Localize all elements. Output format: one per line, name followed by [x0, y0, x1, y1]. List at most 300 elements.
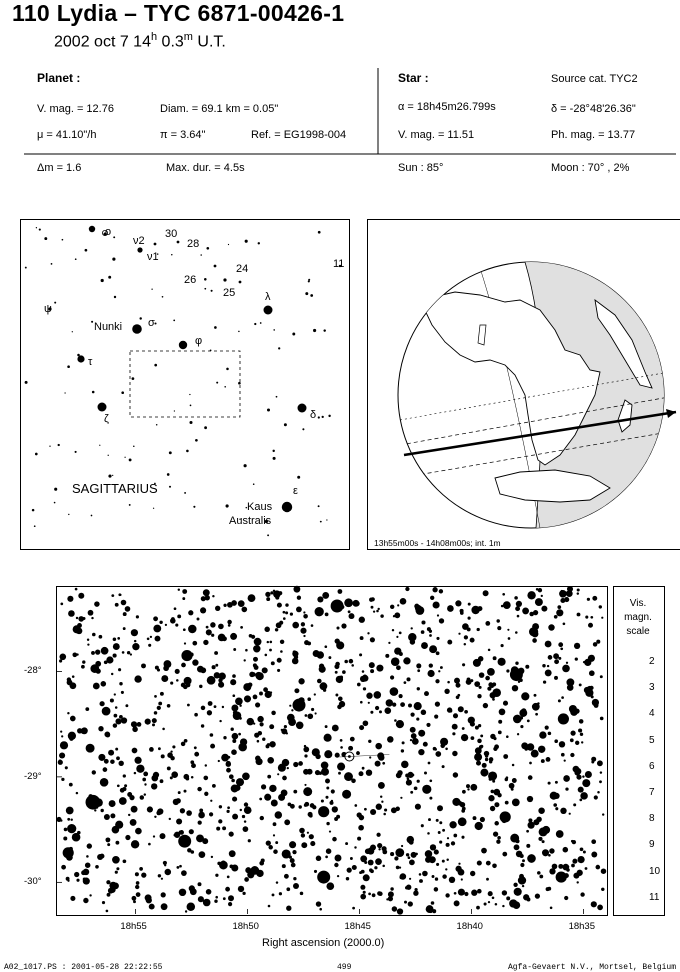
planet-parallax: π = 3.64"	[160, 129, 206, 141]
field-star	[226, 810, 229, 813]
field-star	[303, 747, 309, 753]
field-star	[485, 621, 490, 626]
field-star	[267, 641, 269, 643]
field-star	[564, 896, 568, 900]
field-star	[231, 749, 237, 755]
field-star	[106, 880, 110, 884]
field-star	[566, 590, 573, 597]
field-star	[556, 830, 564, 838]
field-star	[563, 847, 569, 853]
field-star	[61, 865, 66, 870]
field-star	[291, 863, 296, 868]
field-star	[222, 826, 226, 830]
field-star	[285, 611, 288, 614]
field-star	[221, 754, 229, 762]
field-star	[253, 657, 258, 662]
field-star	[512, 778, 517, 783]
field-star	[315, 770, 320, 775]
field-star	[277, 669, 280, 672]
field-star	[449, 821, 456, 828]
field-star	[477, 628, 480, 631]
field-star	[113, 654, 117, 658]
field-star	[390, 605, 394, 609]
field-star	[82, 660, 85, 663]
field-star	[468, 617, 471, 620]
y-tick-label: -28°	[24, 665, 42, 677]
field-star	[259, 798, 262, 801]
field-star	[506, 896, 510, 900]
field-star	[516, 601, 522, 607]
field-star	[435, 701, 440, 706]
field-star	[360, 701, 363, 704]
field-star	[370, 869, 374, 873]
field-star	[424, 772, 427, 775]
field-star	[266, 597, 270, 601]
field-star	[527, 591, 535, 599]
field-star	[215, 606, 220, 611]
field-star	[75, 588, 78, 591]
field-star	[354, 804, 357, 807]
field-star	[545, 726, 549, 730]
field-star	[599, 605, 602, 608]
field-star	[299, 828, 305, 834]
field-star	[397, 908, 403, 914]
field-star	[238, 733, 241, 736]
field-star	[376, 610, 379, 613]
field-star	[277, 603, 282, 608]
field-star	[242, 892, 245, 895]
field-star	[542, 840, 545, 843]
field-star	[368, 740, 371, 743]
field-star	[239, 717, 242, 720]
field-star	[480, 745, 483, 748]
field-star	[276, 881, 278, 883]
field-star	[134, 757, 141, 764]
field-star	[116, 867, 119, 870]
field-star	[248, 594, 256, 602]
constellation-label: 25	[223, 287, 236, 299]
field-star	[240, 626, 243, 629]
field-star	[581, 741, 583, 743]
field-star	[506, 669, 509, 672]
field-star	[112, 856, 120, 864]
field-star	[121, 691, 124, 694]
field-star	[183, 628, 186, 631]
field-star	[570, 753, 574, 757]
field-star	[272, 893, 275, 896]
field-star	[479, 672, 485, 678]
field-star	[351, 664, 354, 667]
field-star	[125, 704, 128, 707]
field-star	[226, 761, 231, 766]
field-star	[61, 778, 64, 781]
field-star	[199, 851, 206, 858]
field-star	[534, 694, 537, 697]
field-star	[221, 860, 225, 864]
field-star	[256, 869, 258, 871]
field-star	[373, 610, 375, 612]
field-star	[515, 631, 518, 634]
field-star	[99, 635, 103, 639]
constellation-label: ψ	[44, 303, 52, 315]
field-star	[194, 746, 197, 749]
field-star	[292, 850, 296, 854]
field-star	[538, 807, 545, 814]
field-star	[537, 871, 541, 875]
field-star	[101, 647, 109, 655]
field-star	[141, 663, 146, 668]
field-star	[406, 885, 411, 890]
field-star	[311, 624, 314, 627]
field-star	[219, 720, 221, 722]
field-star	[314, 870, 317, 873]
field-star	[228, 895, 234, 901]
field-star	[331, 789, 335, 793]
x-tick-label: 18h55	[120, 921, 147, 932]
field-star	[344, 660, 348, 664]
field-star	[115, 821, 123, 829]
field-star	[495, 903, 498, 906]
field-star	[498, 720, 502, 724]
field-star	[597, 791, 600, 794]
field-star	[271, 661, 275, 665]
field-star	[135, 885, 139, 889]
field-star	[560, 647, 563, 650]
field-star	[363, 891, 366, 894]
field-star	[430, 596, 434, 600]
field-star	[370, 669, 374, 673]
field-star	[70, 682, 77, 689]
field-star	[245, 608, 247, 610]
field-star	[310, 841, 315, 846]
field-star	[359, 617, 365, 623]
field-star	[200, 667, 206, 673]
field-star	[536, 588, 539, 591]
field-star	[489, 777, 492, 780]
field-star	[67, 824, 76, 833]
field-star	[107, 893, 111, 897]
x-tick-label: 18h40	[456, 921, 483, 932]
field-star	[147, 637, 150, 640]
field-star	[575, 657, 578, 660]
field-star	[366, 693, 372, 699]
field-star	[232, 674, 236, 678]
field-star	[181, 870, 187, 876]
field-star	[453, 713, 458, 718]
field-star	[294, 688, 299, 693]
field-star	[67, 818, 70, 821]
field-star	[490, 806, 495, 811]
legend-magnitude-label: 10	[649, 865, 661, 877]
field-star	[400, 873, 407, 880]
field-star	[421, 620, 425, 624]
field-star	[526, 844, 530, 848]
field-star	[121, 600, 127, 606]
bright-field-star	[317, 871, 330, 884]
field-star	[482, 763, 487, 768]
field-star	[570, 730, 575, 735]
field-star	[414, 702, 422, 710]
field-star	[336, 626, 339, 629]
field-star	[96, 668, 101, 673]
field-star	[471, 606, 479, 614]
field-star	[303, 614, 308, 619]
field-star	[362, 767, 365, 770]
field-star	[380, 614, 383, 617]
field-star	[298, 805, 301, 808]
field-star	[509, 783, 515, 789]
field-star	[211, 856, 213, 858]
field-star	[439, 841, 442, 844]
field-star	[583, 661, 585, 663]
field-star	[59, 752, 65, 758]
field-star	[375, 743, 382, 750]
field-star	[562, 665, 570, 673]
field-star	[408, 633, 416, 641]
legend-magnitude-label: 11	[649, 891, 660, 903]
field-star	[190, 888, 197, 895]
field-star	[336, 815, 340, 819]
field-star	[539, 875, 543, 879]
field-star	[359, 653, 362, 656]
field-star	[352, 865, 357, 870]
field-star	[318, 679, 321, 682]
field-star	[231, 728, 234, 731]
field-star	[445, 868, 447, 870]
field-star	[289, 841, 296, 848]
field-star	[538, 588, 542, 592]
field-star	[259, 722, 263, 726]
field-star	[483, 703, 488, 708]
field-star	[461, 878, 463, 880]
field-star	[370, 809, 376, 815]
field-star	[243, 826, 249, 832]
field-star	[185, 910, 187, 912]
field-star	[526, 830, 529, 833]
field-star	[351, 779, 356, 784]
field-star	[488, 891, 493, 896]
bright-field-star	[293, 699, 306, 712]
planet-motion: μ = 41.10"/h	[37, 129, 97, 141]
field-star	[438, 831, 441, 834]
field-star	[553, 803, 557, 807]
field-star	[160, 779, 164, 783]
field-star	[270, 641, 273, 644]
field-star	[205, 764, 207, 766]
field-star	[477, 739, 482, 744]
field-star	[110, 759, 115, 764]
field-star	[592, 596, 597, 601]
field-star	[364, 808, 367, 811]
field-star	[203, 640, 208, 645]
field-star	[123, 859, 127, 863]
field-star	[447, 837, 449, 839]
field-star	[157, 706, 161, 710]
field-star	[269, 785, 276, 792]
field-star	[454, 678, 460, 684]
field-star	[591, 655, 594, 658]
field-star	[66, 807, 74, 815]
constellation-label: ν2	[133, 235, 145, 247]
constellation-label: ν1	[147, 251, 159, 263]
field-star	[399, 652, 403, 656]
field-star	[105, 837, 110, 842]
field-star	[117, 784, 120, 787]
field-star	[242, 815, 245, 818]
field-star	[477, 860, 482, 865]
constellation-label: Australis	[229, 515, 272, 527]
star-declination: δ = -28°48'26.36"	[551, 103, 636, 115]
field-star	[113, 723, 117, 727]
field-star	[92, 770, 96, 774]
field-star	[414, 888, 417, 891]
field-star	[371, 606, 374, 609]
field-star	[63, 836, 67, 840]
field-star	[405, 587, 409, 591]
field-star	[592, 903, 595, 906]
field-star	[122, 651, 125, 654]
field-star	[418, 730, 425, 737]
field-star	[348, 610, 351, 613]
field-star	[290, 858, 295, 863]
field-star	[512, 764, 515, 767]
field-star	[158, 747, 161, 750]
field-star	[428, 818, 431, 821]
field-star	[133, 900, 136, 903]
field-star	[215, 664, 218, 667]
field-star	[520, 725, 523, 728]
constellation-label: Kaus	[247, 501, 273, 513]
field-star	[442, 829, 445, 832]
field-star	[601, 888, 604, 891]
field-star	[385, 654, 389, 658]
field-star	[359, 771, 364, 776]
field-star	[494, 821, 499, 826]
y-tick-label: -30°	[24, 876, 42, 888]
field-star	[458, 817, 467, 826]
field-star	[108, 750, 114, 756]
field-star	[227, 876, 230, 879]
field-star	[517, 733, 519, 735]
field-star	[110, 813, 115, 818]
field-star	[426, 723, 430, 727]
field-star	[319, 908, 322, 911]
field-star	[489, 760, 492, 763]
field-star	[561, 590, 564, 593]
field-star	[474, 753, 482, 761]
field-star	[419, 879, 423, 883]
field-star	[514, 596, 518, 600]
field-star	[298, 761, 303, 766]
field-star	[270, 691, 272, 693]
field-star	[216, 827, 220, 831]
field-star	[206, 889, 212, 895]
constellation-label: ζ	[104, 413, 109, 425]
field-star	[559, 741, 565, 747]
field-star	[325, 856, 328, 859]
field-star	[541, 595, 543, 597]
field-star	[480, 817, 485, 822]
field-star	[513, 715, 522, 724]
field-star	[406, 677, 410, 681]
field-star	[395, 807, 400, 812]
field-star	[453, 834, 457, 838]
field-star	[485, 771, 489, 775]
field-star	[109, 800, 116, 807]
field-star	[283, 617, 286, 620]
field-star	[577, 870, 583, 876]
field-star	[402, 741, 405, 744]
field-star	[378, 848, 380, 850]
field-star	[486, 861, 491, 866]
field-star	[212, 784, 216, 788]
field-star	[280, 650, 283, 653]
field-star	[338, 772, 341, 775]
field-star	[492, 698, 495, 701]
field-star	[475, 747, 482, 754]
field-star	[429, 630, 432, 633]
field-star	[130, 819, 137, 826]
field-star	[204, 792, 208, 796]
field-star	[589, 670, 595, 676]
field-star	[435, 877, 438, 880]
bright-field-star	[331, 600, 344, 613]
field-star	[287, 714, 295, 722]
field-star	[546, 887, 550, 891]
legend-magnitude-label: 4	[649, 708, 655, 720]
field-star	[335, 638, 340, 643]
field-star	[322, 592, 329, 599]
field-star	[244, 877, 249, 882]
field-star	[585, 771, 592, 778]
field-star	[187, 704, 190, 707]
x-axis-label: Right ascension (2000.0)	[262, 937, 385, 949]
field-star	[561, 753, 565, 757]
field-star	[429, 797, 432, 800]
field-star	[100, 778, 109, 787]
field-star	[290, 613, 293, 616]
field-star	[585, 616, 588, 619]
field-star	[340, 739, 343, 742]
field-star	[187, 848, 191, 852]
field-star	[452, 732, 455, 735]
field-star	[234, 785, 240, 791]
field-star	[86, 855, 89, 858]
field-star	[417, 669, 420, 672]
field-star	[68, 610, 75, 617]
field-star	[422, 871, 428, 877]
field-star	[304, 754, 307, 757]
field-star	[151, 783, 157, 789]
field-star	[265, 592, 270, 597]
field-star	[543, 680, 546, 683]
field-star	[594, 703, 599, 708]
field-star	[452, 724, 458, 730]
field-star	[102, 707, 111, 716]
field-star	[282, 759, 290, 767]
field-star	[440, 666, 443, 669]
constellation-label: 24	[236, 263, 249, 275]
field-star	[199, 808, 203, 812]
field-star	[321, 761, 329, 769]
field-star	[145, 719, 151, 725]
field-star	[396, 720, 404, 728]
field-star	[153, 616, 158, 621]
field-star	[335, 753, 340, 758]
field-star	[412, 738, 419, 745]
field-star	[434, 748, 437, 751]
field-star	[436, 651, 440, 655]
